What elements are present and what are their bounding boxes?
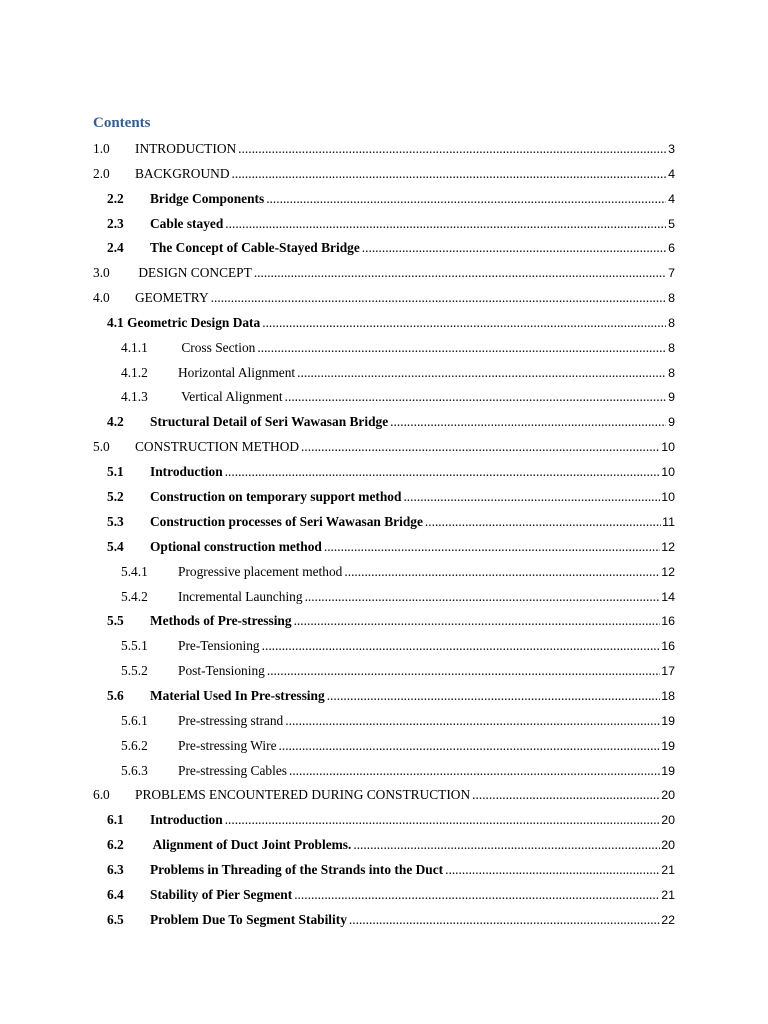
toc-entry[interactable] — [107, 414, 675, 434]
dot-leader — [353, 837, 660, 853]
toc-entry-number: 4.1.2 — [121, 365, 148, 380]
toc-entry[interactable] — [121, 738, 675, 758]
toc-entry-page: 21 — [661, 888, 675, 902]
toc-entry[interactable] — [107, 912, 675, 932]
toc-entry-page: 8 — [668, 366, 675, 380]
toc-entry[interactable] — [107, 514, 675, 534]
toc-entry-number: 6.4 — [107, 887, 124, 902]
toc-entry[interactable] — [93, 787, 675, 807]
toc-entry-title: Post-Tensioning — [178, 663, 265, 678]
toc-entry-page: 14 — [661, 590, 675, 604]
toc-entry-page: 16 — [661, 639, 675, 653]
toc-entry-title: GEOMETRY — [135, 290, 209, 305]
toc-entry-page: 19 — [661, 764, 675, 778]
toc-entry-title: Structural Detail of Seri Wawasan Bridge — [150, 414, 389, 429]
dot-leader — [267, 663, 660, 679]
toc-entry-number: 4.2 — [107, 414, 124, 429]
toc-entry-page: 10 — [661, 465, 675, 479]
toc-entry-number: 5.5.2 — [121, 663, 148, 678]
toc-entry-title: Introduction — [150, 464, 223, 479]
dot-leader — [257, 340, 666, 356]
dot-leader — [362, 240, 666, 256]
dot-leader — [297, 365, 666, 381]
toc-entry-number: 2.4 — [107, 240, 124, 255]
toc-entry-page: 12 — [661, 540, 675, 554]
dot-leader — [289, 763, 660, 779]
toc-entry-page: 19 — [661, 714, 675, 728]
toc-entry-page: 9 — [668, 390, 675, 404]
toc-entry-page: 5 — [668, 217, 675, 231]
toc-entry[interactable] — [107, 688, 675, 708]
dot-leader — [403, 489, 660, 505]
toc-entry-number: 5.2 — [107, 489, 124, 504]
toc-entry-number: 6.5 — [107, 912, 124, 927]
toc-entry[interactable] — [107, 216, 675, 236]
toc-entry-title: Incremental Launching — [178, 589, 303, 604]
toc-entry-page: 8 — [668, 341, 675, 355]
toc-entry[interactable] — [121, 340, 675, 360]
toc-entry[interactable] — [121, 713, 675, 733]
toc-entry[interactable] — [93, 439, 675, 459]
dot-leader — [225, 464, 661, 480]
toc-entry-page: 19 — [661, 739, 675, 753]
toc-entry-number: 5.6.3 — [121, 763, 148, 778]
toc-entry[interactable] — [93, 166, 675, 186]
toc-entry-title: Cable stayed — [150, 216, 224, 231]
toc-entry-number: 5.5.1 — [121, 638, 148, 653]
dot-leader — [285, 713, 660, 729]
toc-entry-number: 5.6.1 — [121, 713, 148, 728]
toc-entry-title: Methods of Pre-stressing — [150, 613, 292, 628]
toc-entry-title: PROBLEMS ENCOUNTERED DURING CONSTRUCTION — [135, 787, 471, 802]
toc-entry-title: Bridge Components — [150, 191, 265, 206]
toc-entry-title: Introduction — [150, 812, 223, 827]
toc-entry-title: BACKGROUND — [135, 166, 230, 181]
toc-entry-page: 17 — [661, 664, 675, 678]
toc-entry[interactable] — [93, 290, 675, 310]
toc-entry-number: 5.6 — [107, 688, 124, 703]
toc-entry-number: 6.0 — [93, 787, 110, 802]
toc-entry-page: 6 — [668, 241, 675, 255]
toc-entry-page: 8 — [668, 291, 675, 305]
toc-entry-number: 5.4 — [107, 539, 124, 554]
dot-leader — [262, 315, 666, 331]
toc-entry-page: 3 — [668, 142, 675, 156]
toc-entry-title: CONSTRUCTION METHOD — [135, 439, 300, 454]
toc-entry-number: 1.0 — [93, 141, 110, 156]
dot-leader — [425, 514, 661, 530]
toc-entry-page: 4 — [668, 192, 675, 206]
toc-entry-title: Pre-stressing strand — [178, 713, 284, 728]
toc-entry-number: 4.1.1 — [121, 340, 148, 355]
toc-entry-title: Stability of Pier Segment — [150, 887, 293, 902]
toc-entry[interactable] — [107, 464, 675, 484]
toc-entry-title: DESIGN CONCEPT — [135, 265, 252, 280]
toc-entry-page: 18 — [661, 689, 675, 703]
toc-entry-number: 5.4.2 — [121, 589, 148, 604]
dot-leader — [254, 265, 666, 281]
toc-entry[interactable] — [93, 141, 675, 161]
toc-entry-number: 2.2 — [107, 191, 124, 206]
toc-entry-number: 5.3 — [107, 514, 124, 529]
toc-entry[interactable] — [107, 812, 675, 832]
toc-entry-number: 4.1.3 — [121, 389, 148, 404]
dot-leader — [285, 389, 666, 405]
toc-entry[interactable] — [121, 763, 675, 783]
toc-entry-number: 2.0 — [93, 166, 110, 181]
toc-entry-title: Material Used In Pre-stressing — [150, 688, 325, 703]
dot-leader — [445, 862, 660, 878]
toc-entry[interactable] — [93, 265, 675, 285]
toc-entry-title: INTRODUCTION — [135, 141, 237, 156]
toc-entry[interactable] — [107, 489, 675, 509]
toc-entry[interactable] — [121, 564, 675, 584]
toc-entry-title: Problems in Threading of the Strands into the Duct — [150, 862, 444, 877]
toc-entry-page: 22 — [661, 913, 675, 927]
toc-entry-title: 4.1 Geometric Design Data — [107, 315, 261, 330]
dot-leader — [266, 191, 666, 207]
toc-entry[interactable] — [121, 389, 675, 409]
dot-leader — [232, 166, 667, 182]
dot-leader — [344, 564, 660, 580]
dot-leader — [349, 912, 660, 928]
toc-entry-number: 4.0 — [93, 290, 110, 305]
toc-entry-title: Pre-Tensioning — [178, 638, 260, 653]
toc-entry-page: 4 — [668, 167, 675, 181]
toc-entry[interactable] — [107, 539, 675, 559]
toc-entry-page: 7 — [668, 266, 675, 280]
toc-entry-number: 5.0 — [93, 439, 110, 454]
dot-leader — [472, 787, 660, 803]
toc-entry[interactable] — [107, 315, 675, 335]
toc-heading: Contents — [93, 115, 151, 131]
toc-entry-title: Construction on temporary support method — [150, 489, 402, 504]
toc-entry-page: 21 — [661, 863, 675, 877]
toc-entry[interactable] — [121, 663, 675, 683]
dot-leader — [225, 812, 661, 828]
dot-leader — [294, 887, 660, 903]
toc-entry-title: Cross Section — [178, 340, 256, 355]
dot-leader — [327, 688, 661, 704]
toc-entry-page: 20 — [661, 838, 675, 852]
toc-entry-title: Pre-stressing Cables — [178, 763, 287, 778]
toc-entry-number: 5.4.1 — [121, 564, 148, 579]
toc-entry-number: 5.5 — [107, 613, 124, 628]
toc-entry-page: 16 — [661, 614, 675, 628]
toc-entry[interactable] — [107, 887, 675, 907]
toc-entry[interactable] — [107, 191, 675, 211]
toc-entry-page: 20 — [661, 813, 675, 827]
toc-entry-number: 6.2 — [107, 837, 124, 852]
toc-entry-title: Optional construction method — [150, 539, 322, 554]
toc-entry-number: 3.0 — [93, 265, 110, 280]
toc-entry[interactable] — [107, 240, 675, 260]
dot-leader — [301, 439, 660, 455]
toc-entry[interactable] — [121, 365, 675, 385]
toc-entry-number: 5.1 — [107, 464, 124, 479]
toc-entry[interactable] — [107, 837, 675, 857]
dot-leader — [279, 738, 661, 754]
toc-entry-title: Alignment of Duct Joint Problems. — [150, 837, 352, 852]
toc-entry-title: Construction processes of Seri Wawasan Bridge — [150, 514, 423, 529]
toc-entry-number: 2.3 — [107, 216, 124, 231]
dot-leader — [211, 290, 666, 306]
toc-entry-page: 20 — [661, 788, 675, 802]
toc-entry-page: 9 — [668, 415, 675, 429]
toc-entry-title: Horizontal Alignment — [178, 365, 296, 380]
toc-entry-page: 11 — [662, 515, 675, 529]
toc-entry-number: 6.1 — [107, 812, 124, 827]
toc-entry-page: 10 — [661, 440, 675, 454]
toc-entry-title: Vertical Alignment — [178, 389, 283, 404]
dot-leader — [305, 589, 661, 605]
toc-entry-page: 10 — [661, 490, 675, 504]
dot-leader — [262, 638, 661, 654]
toc-entry-title: Pre-stressing Wire — [178, 738, 277, 753]
toc-entry-number: 6.3 — [107, 862, 124, 877]
toc-entry-page: 12 — [661, 565, 675, 579]
toc-entry[interactable] — [121, 638, 675, 658]
dot-leader — [294, 613, 661, 629]
toc-entry[interactable] — [121, 589, 675, 609]
dot-leader — [390, 414, 666, 430]
toc-entry-title: Progressive placement method — [178, 564, 343, 579]
toc-entry-title: Problem Due To Segment Stability — [150, 912, 347, 927]
dot-leader — [238, 141, 666, 157]
dot-leader — [225, 216, 666, 232]
toc-entry-title: The Concept of Cable-Stayed Bridge — [150, 240, 360, 255]
toc-entry[interactable] — [107, 862, 675, 882]
toc-entry-page: 8 — [668, 316, 675, 330]
toc-entry[interactable] — [107, 613, 675, 633]
dot-leader — [324, 539, 660, 555]
toc-entry-number: 5.6.2 — [121, 738, 148, 753]
